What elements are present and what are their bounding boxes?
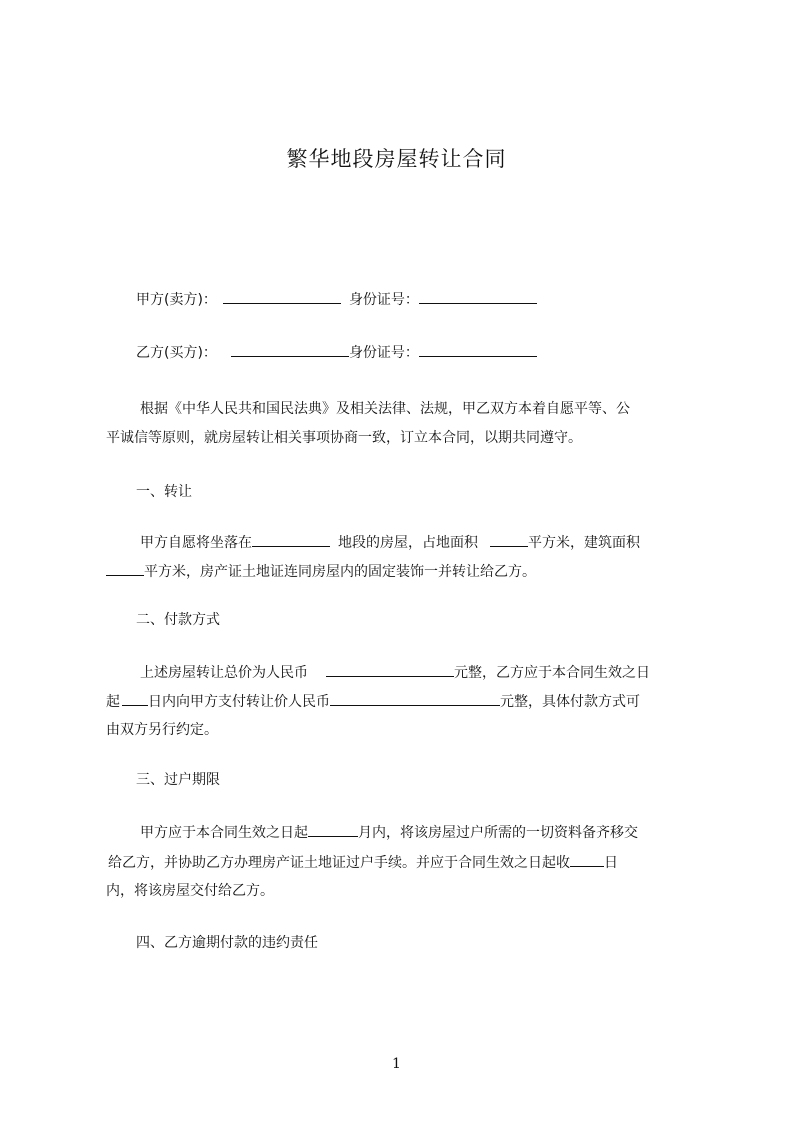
s1-text-b: 地段的房屋，占地面积 (338, 535, 478, 551)
party-b-id-blank (419, 341, 537, 357)
s3-text-b: 月内，将该房屋过户所需的一切资料备齐移交 (358, 825, 638, 841)
s2-text-f: 由双方另行约定。 (106, 722, 218, 738)
preamble-line-1 (106, 395, 706, 424)
s1-text-c: 平方米，建筑面积 (528, 535, 640, 551)
party-b-line (136, 339, 736, 368)
s3-text-a: 甲方应于本合同生效之日起 (140, 825, 308, 841)
section-2-line-2 (106, 688, 706, 717)
s3-text-d: 日 (604, 855, 618, 871)
section-3-heading: 三、过户期限 (136, 772, 220, 788)
section-1-line-2 (106, 558, 706, 587)
section-2-line-3 (106, 716, 706, 745)
preamble-line-2 (106, 424, 706, 453)
s2-payment-blank (330, 690, 500, 706)
party-a-id-label: 身份证号： (348, 292, 419, 308)
party-a-line (136, 286, 736, 315)
section-1-heading: 一、转让 (136, 484, 192, 500)
s2-text-b: 元整，乙方应于本合同生效之日 (454, 665, 650, 681)
section-1-line-1 (106, 529, 706, 558)
section-3-line-2 (106, 849, 706, 878)
section-2-line-1 (106, 659, 706, 688)
document-title: 繁华地段房屋转让合同 (286, 147, 507, 171)
party-b-name-blank (231, 341, 349, 357)
party-b-id-label: 身份证号： (348, 345, 419, 361)
section-3-line-3 (106, 877, 706, 906)
s1-building-area-blank (106, 560, 144, 576)
s2-days-blank (122, 690, 148, 706)
s1-text-a: 甲方自愿将坐落在 (140, 535, 252, 551)
s3-text-e: 内，将该房屋交付给乙方。 (106, 883, 274, 899)
party-a-name-blank (223, 288, 341, 304)
s1-land-area-blank (490, 531, 528, 547)
party-b-label: 乙方(买方)： (136, 345, 217, 361)
s2-total-price-blank (326, 661, 454, 677)
s1-location-blank (252, 531, 330, 547)
s3-text-c: 给乙方，并协助乙方办理房产证土地证过户手续。并应于合同生效之日起收 (108, 855, 570, 871)
party-a-id-blank (419, 288, 537, 304)
s2-text-a: 上述房屋转让总价为人民币 (140, 665, 308, 681)
page-number: 1 (392, 1056, 401, 1072)
section-4-heading: 四、乙方逾期付款的违约责任 (136, 935, 318, 951)
s3-months-blank (308, 821, 358, 837)
party-a-label: 甲方(卖方)： (136, 292, 217, 308)
s3-days-blank (570, 851, 604, 867)
s2-text-e: 元整，具体付款方式可 (500, 694, 640, 710)
s1-text-d: 平方米，房产证土地证连同房屋内的固定装饰一并转让给乙方。 (144, 564, 536, 580)
preamble-text-2: 平诚信等原则，就房屋转让相关事项协商一致，订立本合同，以期共同遵守。 (106, 430, 582, 446)
preamble-text-1: 根据《中华人民共和国民法典》及相关法律、法规，甲乙双方本着自愿平等、公 (140, 401, 630, 417)
s2-text-c: 起 (106, 694, 120, 710)
s2-text-d: 日内向甲方支付转让价人民币 (148, 694, 330, 710)
section-2-heading: 二、付款方式 (136, 612, 220, 628)
section-3-line-1 (106, 819, 706, 848)
